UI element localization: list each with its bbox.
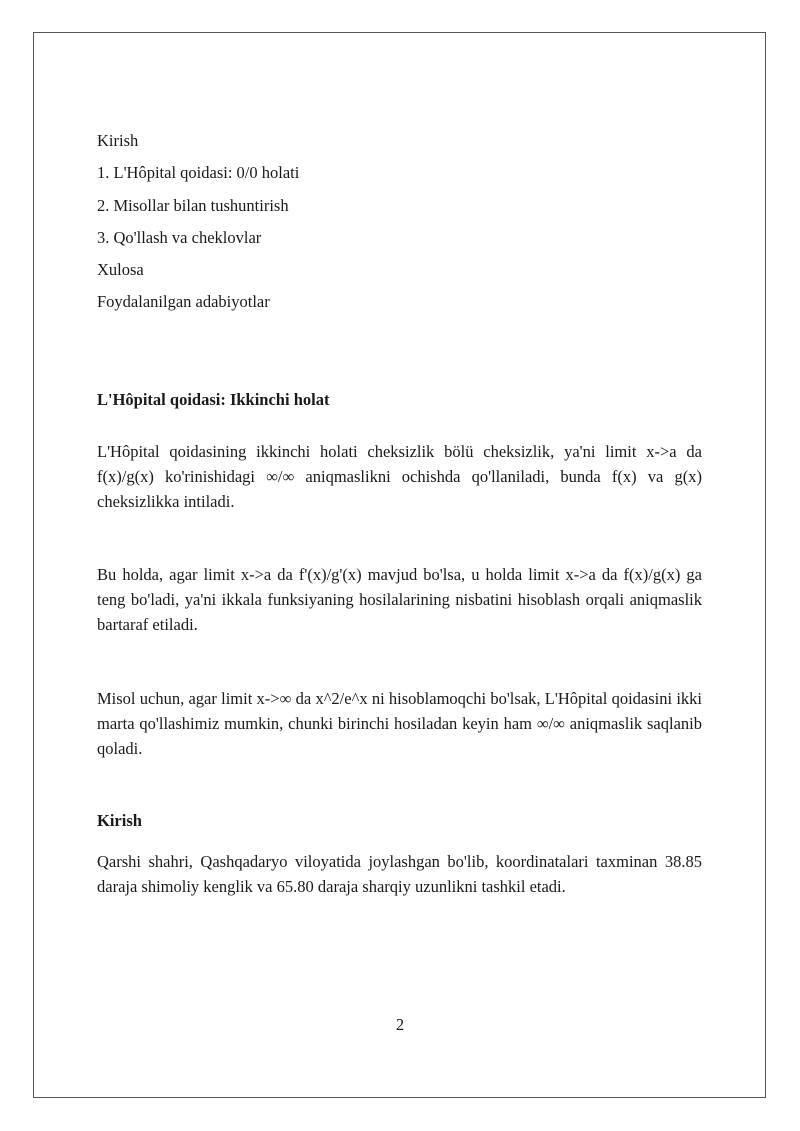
section-heading: Kirish: [97, 811, 142, 830]
toc-item-chapter-1: 1. L'Hôpital qoidasi: 0/0 holati: [97, 163, 300, 182]
paragraph: Bu holda, agar limit x->a da f'(x)/g'(x) mavjud bo'lsa, u holda limit x->a da f(x)/g(x) ga teng bo'ladi, ya'ni ikkala funksiyaning hosilalarining nisbatini hisoblash orqali aniqmaslik bartaraf etiladi.: [97, 565, 702, 634]
toc-item-chapter-3: 3. Qo'llash va cheklovlar: [97, 228, 262, 247]
toc-item-conclusion: Xulosa: [97, 260, 144, 279]
toc-item-references: Foydalanilgan adabiyotlar: [97, 292, 270, 311]
paragraph: L'Hôpital qoidasining ikkinchi holati cheksizlik bölü cheksizlik, ya'ni limit x->a da f(x)/g(x) ko'rinishidagi ∞/∞ aniqmaslikni ochishda qo'llaniladi, bunda f(x) va g(x) cheksizlikka intiladi.: [97, 442, 702, 511]
toc-item-chapter-2: 2. Misollar bilan tushuntirish: [97, 196, 289, 215]
paragraph: Misol uchun, agar limit x->∞ da x^2/e^x ni hisoblamoqchi bo'lsak, L'Hôpital qoidasini ikki marta qo'llashimiz mumkin, chunki birinchi hosiladan keyin ham ∞/∞ aniqmaslik saqlanib qoladi.: [97, 689, 702, 758]
paragraph: Qarshi shahri, Qashqadaryo viloyatida joylashgan bo'lib, koordinatalari taxminan 38.85 daraja shimoliy kenglik va 65.80 daraja sharqiy uzunlikni tashkil etadi.: [97, 852, 702, 896]
section-heading: L'Hôpital qoidasi: Ikkinchi holat: [97, 390, 330, 409]
page-number: 2: [395, 1015, 405, 1034]
toc-item-introduction: Kirish: [97, 131, 139, 150]
